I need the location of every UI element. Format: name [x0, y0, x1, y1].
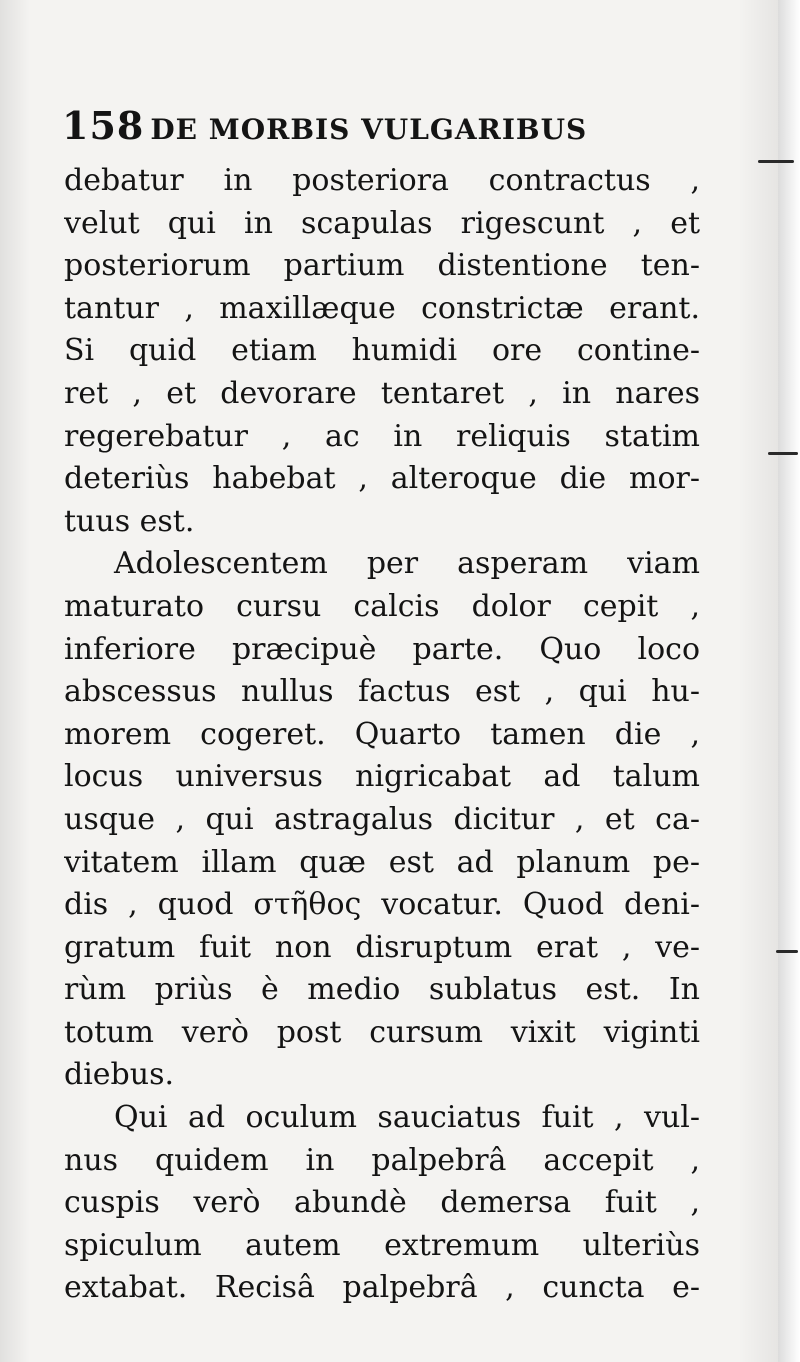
text-line: totum verò post cursum vixit viginti: [64, 1014, 700, 1050]
text-line: inferiore præcipuè parte. Quo loco: [64, 631, 700, 667]
page-edge-shadow: [778, 0, 800, 1362]
text-line: maturato cursu calcis dolor cepit ,: [64, 588, 700, 624]
text-line: velut qui in scapulas rigescunt , et: [64, 205, 700, 241]
text-line: Si quid etiam humidi ore contine-: [64, 333, 700, 369]
text-line: cuspis verò abundè demersa fuit ,: [64, 1185, 700, 1221]
text-line: morem cogeret. Quarto tamen die ,: [64, 716, 700, 752]
page-edge-mark: [776, 950, 798, 953]
page-number: 158: [62, 103, 145, 148]
page-header: [62, 103, 742, 151]
body-text: [64, 160, 700, 1310]
text-line: tuus est.: [64, 503, 195, 539]
text-line: diebus.: [64, 1057, 175, 1093]
text-line: extabat. Recisâ palpebrâ , cuncta e-: [64, 1270, 700, 1306]
text-line: gratum fuit non disruptum erat , ve-: [64, 929, 700, 965]
text-line: regerebatur , ac in reliquis statim: [64, 418, 700, 454]
page-edge-mark: [758, 160, 794, 163]
text-line: locus universus nigricabat ad talum: [64, 759, 700, 795]
text-line: ret , et devorare tentaret , in nares: [64, 375, 700, 411]
text-line: nus quidem in palpebrâ accepit ,: [64, 1142, 700, 1178]
text-line: abscessus nullus factus est , qui hu-: [64, 674, 700, 710]
text-line: posteriorum partium distentione ten-: [64, 248, 700, 284]
text-line: deteriùs habebat , alteroque die mor-: [64, 461, 700, 497]
text-line: usque , qui astragalus dicitur , et ca-: [64, 801, 700, 837]
page-edge-mark: [768, 452, 798, 455]
text-line: spiculum autem extremum ulteriùs: [64, 1227, 700, 1263]
paragraph-start-line: Adolescentem per asperam viam: [114, 546, 700, 582]
paragraph-start-line: Qui ad oculum sauciatus fuit , vul-: [114, 1100, 700, 1136]
text-line: tantur , maxillæque constrictæ erant.: [64, 290, 700, 326]
text-line: vitatem illam quæ est ad planum pe-: [64, 844, 700, 880]
text-line: rùm priùs è medio sublatus est. In: [64, 972, 700, 1008]
text-line: debatur in posteriora contractus ,: [64, 163, 700, 198]
running-title: DE MORBIS VULGARIBUS: [150, 113, 588, 146]
text-line: dis , quod στῆθος vocatur. Quod deni-: [64, 887, 700, 923]
